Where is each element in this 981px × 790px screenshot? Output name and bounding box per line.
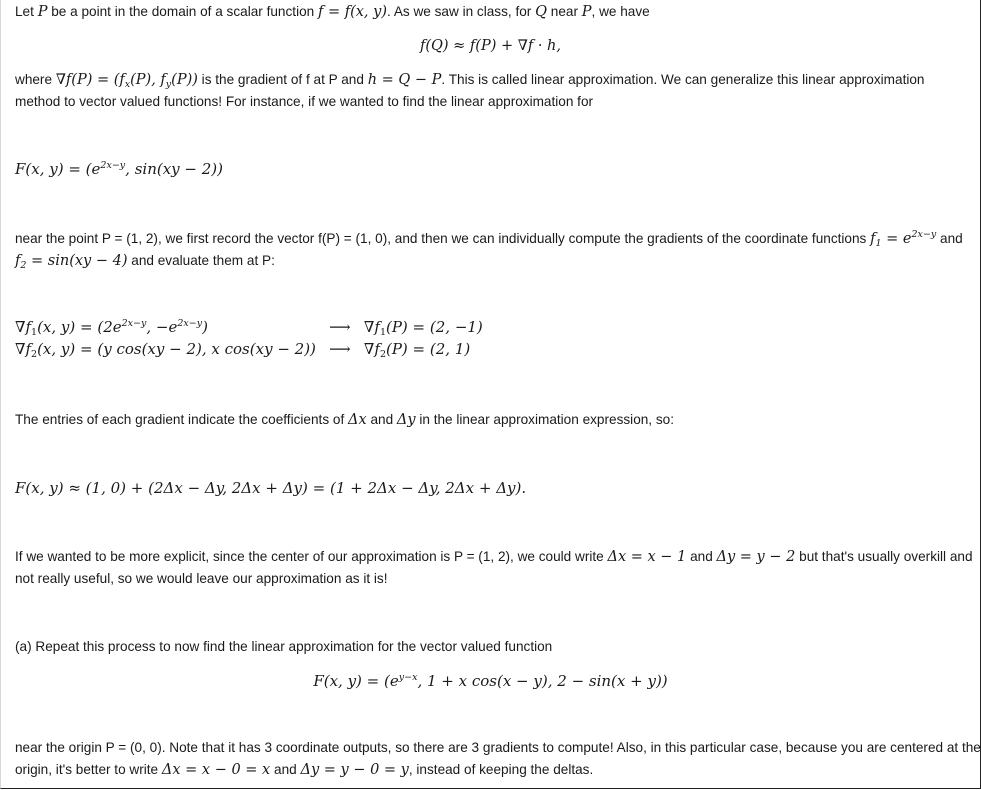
gradient-text: . This is called linear approximation. We can generalize this linear approximation — [441, 72, 925, 87]
arrow-icon: ⟶ — [329, 318, 351, 336]
math-dy: Δy — [396, 412, 416, 428]
math-text: , 1 + x cos(x − y), 2 − sin(x + y)) — [417, 672, 668, 690]
part-a-prompt: (a) Repeat this process to now find the linear approximation for the vector valued function — [15, 639, 553, 654]
entries-text: and — [366, 412, 397, 427]
intro-text: , we have — [591, 4, 650, 19]
math-sup: 2x−y — [100, 160, 126, 171]
entries-paragraph — [15, 409, 965, 431]
intro-text: Let — [15, 4, 38, 19]
gradient-text: where — [15, 72, 56, 87]
math-dx: Δx — [348, 412, 367, 428]
intro-paragraph — [15, 1, 965, 23]
near-text: and evaluate them at P: — [127, 253, 275, 268]
intro-text: be a point in the domain of a scalar function — [47, 4, 318, 19]
math-grad: (P), f — [130, 72, 166, 88]
gradient-paragraph — [15, 69, 965, 91]
part-a-near-line1: near the origin P = (0, 0). Note that it has 3 coordinate outputs, so there are 3 gradients to compute! Also, in this particular case, because you are centered at the — [15, 740, 981, 755]
gradient-paragraph-line2: method to vector valued functions! For instance, if we wanted to find the linear approximation for — [15, 94, 594, 109]
gradient-left: $\nabla f_2(x$, y) = (y cos(xy − 2), x cos(xy − 2)) — [15, 340, 316, 360]
math-h: h = Q − P — [367, 72, 442, 88]
math-text: F(x, y) ≈ (1, 0) + (2Δx − Δy, 2Δx + Δy) = (1 + 2Δx − Δy, 2Δx + Δy). — [15, 479, 527, 497]
entries-text: in the linear approximation expression, so: — [415, 412, 674, 427]
entries-text: The entries of each gradient indicate the coefficients of — [15, 412, 349, 427]
explicit-paragraph — [15, 546, 973, 568]
math-text: , sin(xy − 2)) — [125, 160, 223, 178]
math-dy: Δy = y − 2 — [716, 549, 796, 565]
gradient-right: $\nabla f_1(P) = (2$, −1) — [363, 318, 483, 338]
near-point-paragraph — [15, 228, 965, 250]
equation-linear-approx: f(Q) ≈ f(P) + ∇f · h, — [419, 38, 561, 54]
near-point-paragraph-line2 — [15, 250, 965, 272]
math-sub: 2 — [20, 260, 27, 271]
math-f1: = e — [881, 231, 912, 247]
math-P: P — [581, 4, 592, 20]
math-P: P — [37, 4, 48, 20]
gradient-row — [15, 338, 483, 360]
part-a-near-line2 — [15, 759, 965, 781]
math-sup: 2x−y — [911, 229, 937, 240]
math-text: F(x, y) = (e — [15, 160, 101, 178]
explicit-text: and — [686, 549, 717, 564]
gradient-text: is the gradient of f at P and — [197, 72, 368, 87]
near-text: near the point P = (1, 2), we first record the vector f(P) = (1, 0), and then we can individually compute the gradients of the coordinate functions — [15, 231, 871, 246]
explicit-text: If we wanted to be more explicit, since the center of our approximation is P = (1, 2), we could write — [15, 549, 608, 564]
explicit-text: but that's usually overkill and — [795, 549, 973, 564]
math-dx: Δx = x − 0 = x — [161, 762, 271, 778]
part-a-text: origin, it's better to write — [15, 762, 162, 777]
arrow-icon: ⟶ — [329, 340, 351, 358]
math-Q: Q — [535, 4, 547, 20]
math-f2: f — [15, 253, 21, 269]
gradient-table — [15, 316, 483, 360]
math-text: F(x, y) = (e — [313, 672, 399, 690]
gradient-right: $\nabla f_2(P) = (2$, 1) — [363, 340, 471, 360]
math-f1: f — [870, 231, 876, 247]
math-dx: Δx = x − 1 — [607, 549, 687, 565]
math-f2: = sin(xy − 4) — [26, 253, 128, 269]
part-a-text: , instead of keeping the deltas. — [408, 762, 594, 777]
intro-text: . As we saw in class, for — [387, 4, 536, 19]
math-grad: ∇f(P) = (f — [55, 72, 125, 88]
explicit-paragraph-line2: not really useful, so we would leave our approximation as it is! — [15, 571, 388, 586]
near-text: and — [936, 231, 963, 246]
math-sub: 1 — [875, 238, 882, 249]
gradient-row — [15, 316, 483, 338]
math-f-def: f = f(x, y) — [318, 4, 388, 20]
intro-text: near — [546, 4, 582, 19]
equation-F — [15, 160, 223, 178]
math-dy: Δy = y − 0 = y — [300, 762, 409, 778]
math-sub: x — [124, 79, 131, 90]
gradient-left: $\nabla f_1(x$, $y) = (2e^{2x-y}$, $-e^{2x-y}$) — [15, 318, 208, 338]
part-a-text: and — [270, 762, 301, 777]
equation-approx — [15, 479, 526, 497]
math-sup: y−x — [398, 672, 418, 683]
math-sub: y — [165, 79, 172, 90]
equation-part-a — [0, 670, 981, 692]
math-grad: (P)) — [171, 72, 198, 88]
